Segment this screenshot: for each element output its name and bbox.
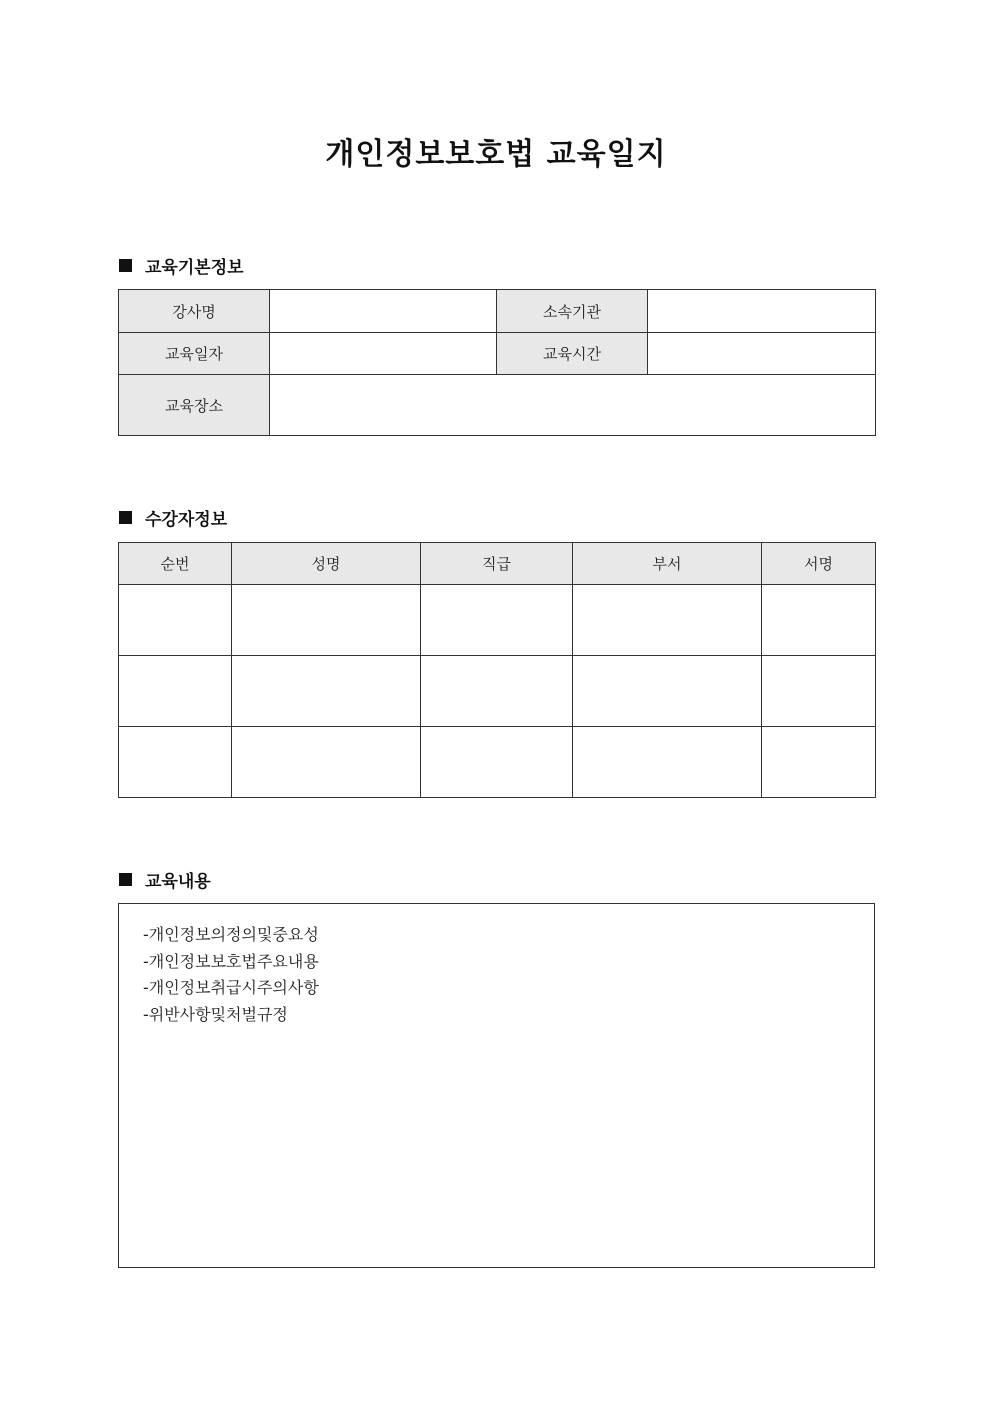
attendee-position-cell[interactable] — [421, 727, 573, 798]
table-row — [119, 290, 876, 333]
attendee-number-cell[interactable] — [119, 656, 232, 727]
attendees-table — [118, 542, 876, 798]
education-content-box[interactable] — [118, 903, 875, 1268]
square-bullet-icon — [119, 259, 132, 272]
column-header-department: 부서 — [573, 543, 762, 585]
section-heading-basic-info — [119, 253, 244, 277]
location-field[interactable] — [270, 375, 876, 436]
attendee-department-cell[interactable] — [573, 585, 762, 656]
attendee-department-cell[interactable] — [573, 656, 762, 727]
attendee-signature-cell[interactable] — [762, 585, 876, 656]
square-bullet-icon — [119, 873, 132, 886]
table-row — [119, 585, 876, 656]
attendee-number-cell[interactable] — [119, 585, 232, 656]
basic-info-table — [118, 289, 876, 436]
instructor-field[interactable] — [270, 290, 497, 333]
list-item: -위반사항및처벌규정 — [143, 1004, 288, 1024]
section-heading-attendees — [119, 505, 227, 529]
column-header-signature: 서명 — [762, 543, 876, 585]
instructor-label: 강사명 — [119, 290, 270, 333]
column-header-position: 직급 — [421, 543, 573, 585]
list-item: -개인정보취급시주의사항 — [143, 978, 319, 997]
attendee-position-cell[interactable] — [421, 656, 573, 727]
table-row — [119, 727, 876, 798]
content-list — [119, 904, 874, 1028]
list-item: -개인정보보호법주요내용 — [143, 951, 319, 971]
date-field[interactable] — [270, 333, 497, 375]
attendee-signature-cell[interactable] — [762, 656, 876, 727]
attendee-name-cell[interactable] — [232, 727, 421, 798]
column-header-name: 성명 — [232, 543, 421, 585]
time-label: 교육시간 — [497, 333, 648, 375]
attendee-signature-cell[interactable] — [762, 727, 876, 798]
table-row — [119, 333, 876, 375]
section-heading-text: 교육기본정보 — [145, 257, 244, 278]
time-field[interactable] — [648, 333, 876, 375]
attendee-position-cell[interactable] — [421, 585, 573, 656]
date-label: 교육일자 — [119, 333, 270, 375]
attendee-name-cell[interactable] — [232, 585, 421, 656]
section-heading-text: 수강자정보 — [145, 509, 228, 530]
list-item: -개인정보의정의및중요성 — [143, 925, 319, 944]
organization-label: 소속기관 — [497, 290, 648, 333]
organization-field[interactable] — [648, 290, 876, 333]
location-label: 교육장소 — [119, 375, 270, 436]
attendee-name-cell[interactable] — [232, 656, 421, 727]
section-heading-content — [119, 867, 211, 891]
column-header-number: 순번 — [119, 543, 232, 585]
square-bullet-icon — [119, 511, 132, 524]
attendee-number-cell[interactable] — [119, 727, 232, 798]
table-row — [119, 375, 876, 436]
table-header-row — [119, 543, 876, 585]
document-title: 개인정보보호법 교육일지 — [325, 137, 667, 172]
attendee-department-cell[interactable] — [573, 727, 762, 798]
section-heading-text: 교육내용 — [145, 871, 211, 892]
table-row — [119, 656, 876, 727]
